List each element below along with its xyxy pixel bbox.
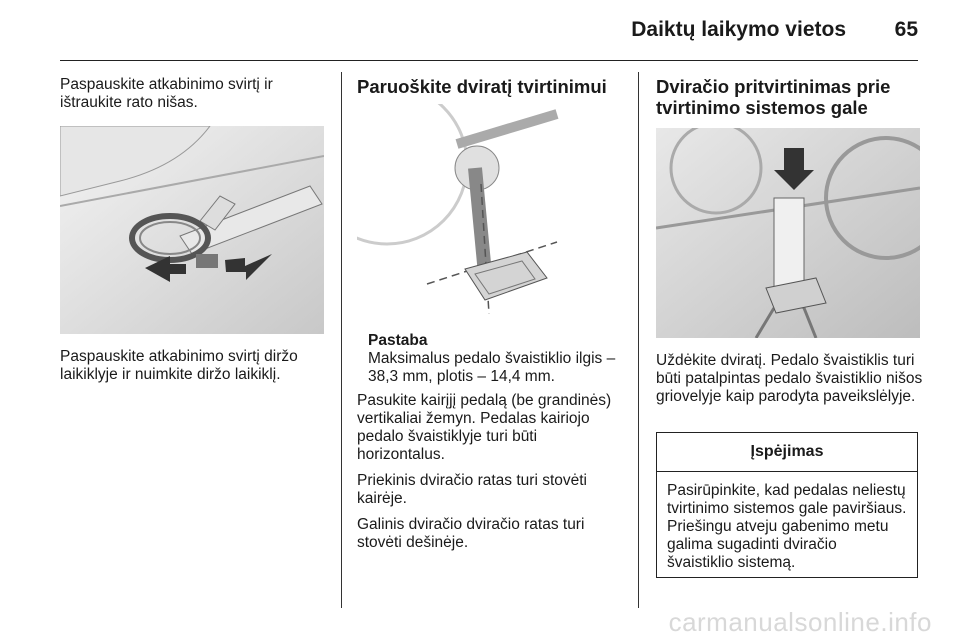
figure-pedal-alignment bbox=[357, 104, 623, 318]
note-text: Maksimalus pedalo švaistiklio ilgis – 38,3 mm, plotis – 14,4 mm. bbox=[368, 350, 616, 385]
col1-paragraph-1: Paspauskite atkabinimo svirtį ir ištraukite rato nišas. bbox=[60, 76, 273, 111]
warning-box bbox=[656, 432, 918, 578]
col1-paragraph-2: Paspauskite atkabinimo svirtį diržo laikiklyje ir nuimkite diržo laikiklį. bbox=[60, 348, 298, 383]
figure-release-lever-wheel-niches bbox=[60, 126, 324, 334]
note-title: Pastaba bbox=[368, 332, 428, 349]
col2-heading: Paruoškite dviratį tvirtinimui bbox=[357, 76, 607, 97]
column-3-body bbox=[656, 352, 928, 406]
col3-paragraph-1: Uždėkite dviratį. Pedalo švaistiklis turi būti patalpintas pedalo švaistiklio nišos griovelyje kaip parodyta paveikslėlyje. bbox=[656, 352, 923, 405]
col2-paragraph-3: Galinis dviračio dviračio ratas turi stovėti dešinėje. bbox=[357, 516, 585, 551]
column-2 bbox=[357, 76, 629, 97]
column-1 bbox=[60, 76, 330, 112]
col2-paragraph-1: Pasukite kairįjį pedalą (be grandinės) vertikaliai žemyn. Pedalas kairiojo pedalo švaistiklyje turi būti horizontalus. bbox=[357, 392, 612, 463]
column-divider-2 bbox=[638, 72, 639, 608]
column-1-lower bbox=[60, 348, 330, 384]
col2-paragraph-2: Priekinis dviračio ratas turi stovėti kairėje. bbox=[357, 472, 587, 507]
page-number: 65 bbox=[894, 18, 918, 41]
col3-heading: Dviračio pritvirtinimas prie tvirtinimo sistemos gale bbox=[656, 76, 891, 118]
figure-bike-mounting bbox=[656, 128, 920, 338]
column-2-body bbox=[357, 392, 629, 552]
page-header bbox=[60, 0, 918, 61]
warning-title: Įspėjimas bbox=[657, 433, 917, 472]
footer-watermark: carmanualsonline.info bbox=[668, 607, 932, 637]
warning-text: Pasirūpinkite, kad pedalas neliestų tvirtinimo sistemos gale paviršiaus. Priešingu atveju gabenimo metu galima sugadinti dviračio švaistiklio sistemą. bbox=[667, 482, 907, 571]
column-3 bbox=[656, 76, 926, 118]
note-block bbox=[368, 332, 628, 386]
header-title: Daiktų laikymo vietos bbox=[631, 18, 846, 41]
column-divider-1 bbox=[341, 72, 342, 608]
